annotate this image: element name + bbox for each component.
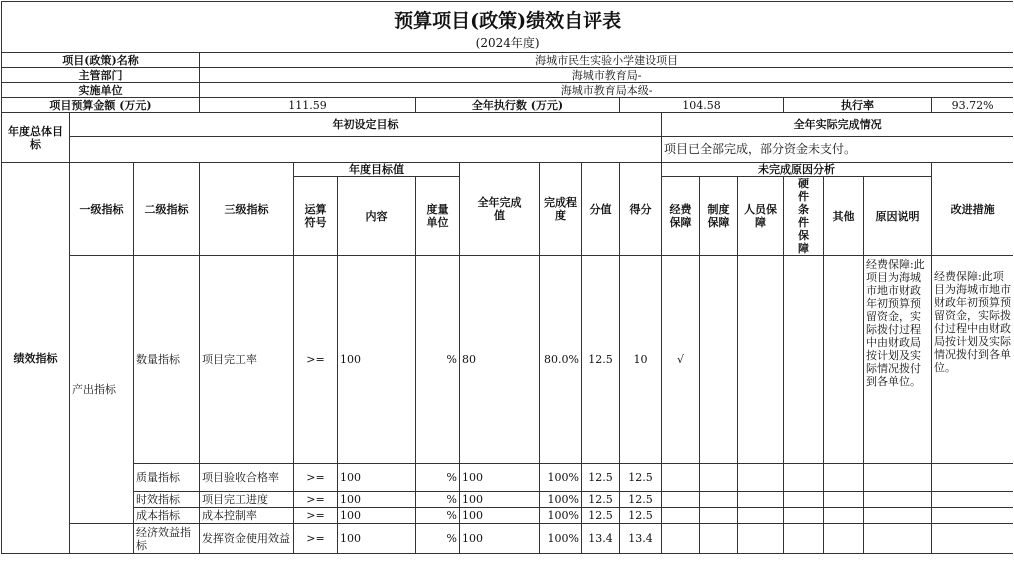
row-r2 [700,524,738,554]
row-unit: % [416,256,460,464]
project-name-label: 项目(政策)名称 [2,53,200,68]
row-op: >= [294,492,338,508]
row-op: >= [294,464,338,492]
header-row-1 [2,163,1014,177]
budget-label: 项目预算金额 (万元) [2,98,200,113]
row-level3: 项目完工进度 [200,492,294,508]
row-level2: 经济效益指标 [134,524,200,554]
evaluation-table [1,1,1013,554]
row-level3: 项目验收合格率 [200,464,294,492]
rate-label: 执行率 [784,98,932,113]
row-r2 [700,464,738,492]
row-got: 12.5 [620,464,662,492]
page-title: 预算项目(政策)绩效自评表 [2,2,1014,35]
row-r3 [738,464,784,492]
col-unit: 度量单位 [416,177,460,256]
rate-value: 93.72% [932,98,1014,113]
project-name-value: 海城市民生实验小学建设项目 [200,53,1014,68]
row-r1 [662,508,700,524]
evaluation-sheet [1,1,1013,563]
row-r1 [662,524,700,554]
year-label: (2024年度) [2,34,1014,53]
row-score: 12.5 [582,492,620,508]
row-content: 100 [338,256,416,464]
row-r5 [824,256,864,464]
row-unit: % [416,464,460,492]
row-r5 [824,508,864,524]
dept-row [2,68,1014,83]
row-r1 [662,464,700,492]
row-reason [864,464,932,492]
row-r1-check: √ [662,256,700,464]
row-got: 12.5 [620,492,662,508]
row-level1-empty [70,524,134,554]
row-got: 12.5 [620,508,662,524]
row-reason [864,524,932,554]
row-level3: 项目完工率 [200,256,294,464]
row-level2: 质量指标 [134,464,200,492]
row-level2: 成本指标 [134,508,200,524]
year-row [2,34,1014,53]
row-score: 12.5 [582,256,620,464]
row-degree: 100% [540,492,582,508]
row-content: 100 [338,464,416,492]
row-r3 [738,492,784,508]
row-score: 12.5 [582,464,620,492]
row-improve-text: 经费保障:此项目为海城市地市财政年初预算预留资金，实际拨付过程中由财政局按计划及实际情况拨付到各单位。 [932,256,1014,464]
row-content: 100 [338,508,416,524]
row-op: >= [294,256,338,464]
row-r4 [784,508,824,524]
row-op: >= [294,524,338,554]
row-reason [864,492,932,508]
row-r4 [784,524,824,554]
budget-row [2,98,1014,113]
col-level2: 二级指标 [134,163,200,256]
dept-value: 海城市教育局- [200,68,1014,83]
col-r2: 制度保障 [700,177,738,256]
row-r3 [738,508,784,524]
row-r5 [824,464,864,492]
row-degree: 100% [540,508,582,524]
row-r1 [662,492,700,508]
unit-label: 实施单位 [2,83,200,98]
dept-label: 主管部门 [2,68,200,83]
row-improve [932,524,1014,554]
row-r2 [700,256,738,464]
row-level3: 发挥资金使用效益 [200,524,294,554]
row-degree: 100% [540,464,582,492]
col-r3: 人员保障 [738,177,784,256]
unit-value: 海城市教育局本级- [200,83,1014,98]
table-row [2,524,1014,554]
row-actual: 100 [460,464,540,492]
row-r5 [824,524,864,554]
row-score: 13.4 [582,524,620,554]
row-r3 [738,524,784,554]
col-content: 内容 [338,177,416,256]
row-op: >= [294,508,338,524]
row-actual: 100 [460,508,540,524]
exec-value: 104.58 [620,98,784,113]
table-row [2,492,1014,508]
row-r4 [784,492,824,508]
col-score: 分值 [582,163,620,256]
row-level1: 产出指标 [70,256,134,524]
row-reason-text: 经费保障:此项目为海城市地市财政年初预算预留资金，实际拨付过程中由财政局按计划及实际情况拨付到各单位。 [864,256,932,464]
row-content: 100 [338,524,416,554]
row-reason [864,508,932,524]
row-level2: 数量指标 [134,256,200,464]
goals-header-row [2,113,1014,137]
col-r1: 经费保障 [662,177,700,256]
title-row [2,2,1014,35]
col-target-group: 年度目标值 [294,163,460,177]
col-op: 运算符号 [294,177,338,256]
budget-value: 111.59 [200,98,416,113]
actual-completion-label: 全年实际完成情况 [662,113,1014,137]
col-level1: 一级指标 [70,163,134,256]
row-content: 100 [338,492,416,508]
initial-goal-label: 年初设定目标 [70,113,662,137]
project-name-row [2,53,1014,68]
col-r4: 硬件条件保障 [784,177,824,256]
col-r5: 其他 [824,177,864,256]
row-got: 10 [620,256,662,464]
row-r5 [824,492,864,508]
row-improve [932,508,1014,524]
table-row [2,464,1014,492]
row-level2: 时效指标 [134,492,200,508]
row-improve [932,492,1014,508]
initial-goal-value [70,137,662,163]
section-label: 绩效指标 [2,163,70,554]
col-degree: 完成程度 [540,163,582,256]
row-unit: % [416,524,460,554]
col-r6: 原因说明 [864,177,932,256]
row-degree: 100% [540,524,582,554]
row-improve [932,464,1014,492]
row-r3 [738,256,784,464]
row-unit: % [416,508,460,524]
row-r4 [784,464,824,492]
row-actual: 80 [460,256,540,464]
table-row [2,508,1014,524]
row-actual: 100 [460,524,540,554]
row-r4 [784,256,824,464]
row-unit: % [416,492,460,508]
row-degree: 80.0% [540,256,582,464]
unit-row [2,83,1014,98]
col-level3: 三级指标 [200,163,294,256]
row-got: 13.4 [620,524,662,554]
actual-completion-value: 项目已全部完成，部分资金未支付。 [662,137,1014,163]
row-r2 [700,492,738,508]
col-actual: 全年完成值 [460,163,540,256]
col-got: 得分 [620,163,662,256]
exec-label: 全年执行数 (万元) [416,98,620,113]
row-r2 [700,508,738,524]
row-actual: 100 [460,492,540,508]
row-level3: 成本控制率 [200,508,294,524]
row-score: 12.5 [582,508,620,524]
annual-goal-label: 年度总体目标 [2,113,70,163]
goals-value-row [2,137,1014,163]
col-reason-group: 未完成原因分析 [662,163,932,177]
col-improve: 改进措施 [932,163,1014,256]
table-row [2,256,1014,464]
